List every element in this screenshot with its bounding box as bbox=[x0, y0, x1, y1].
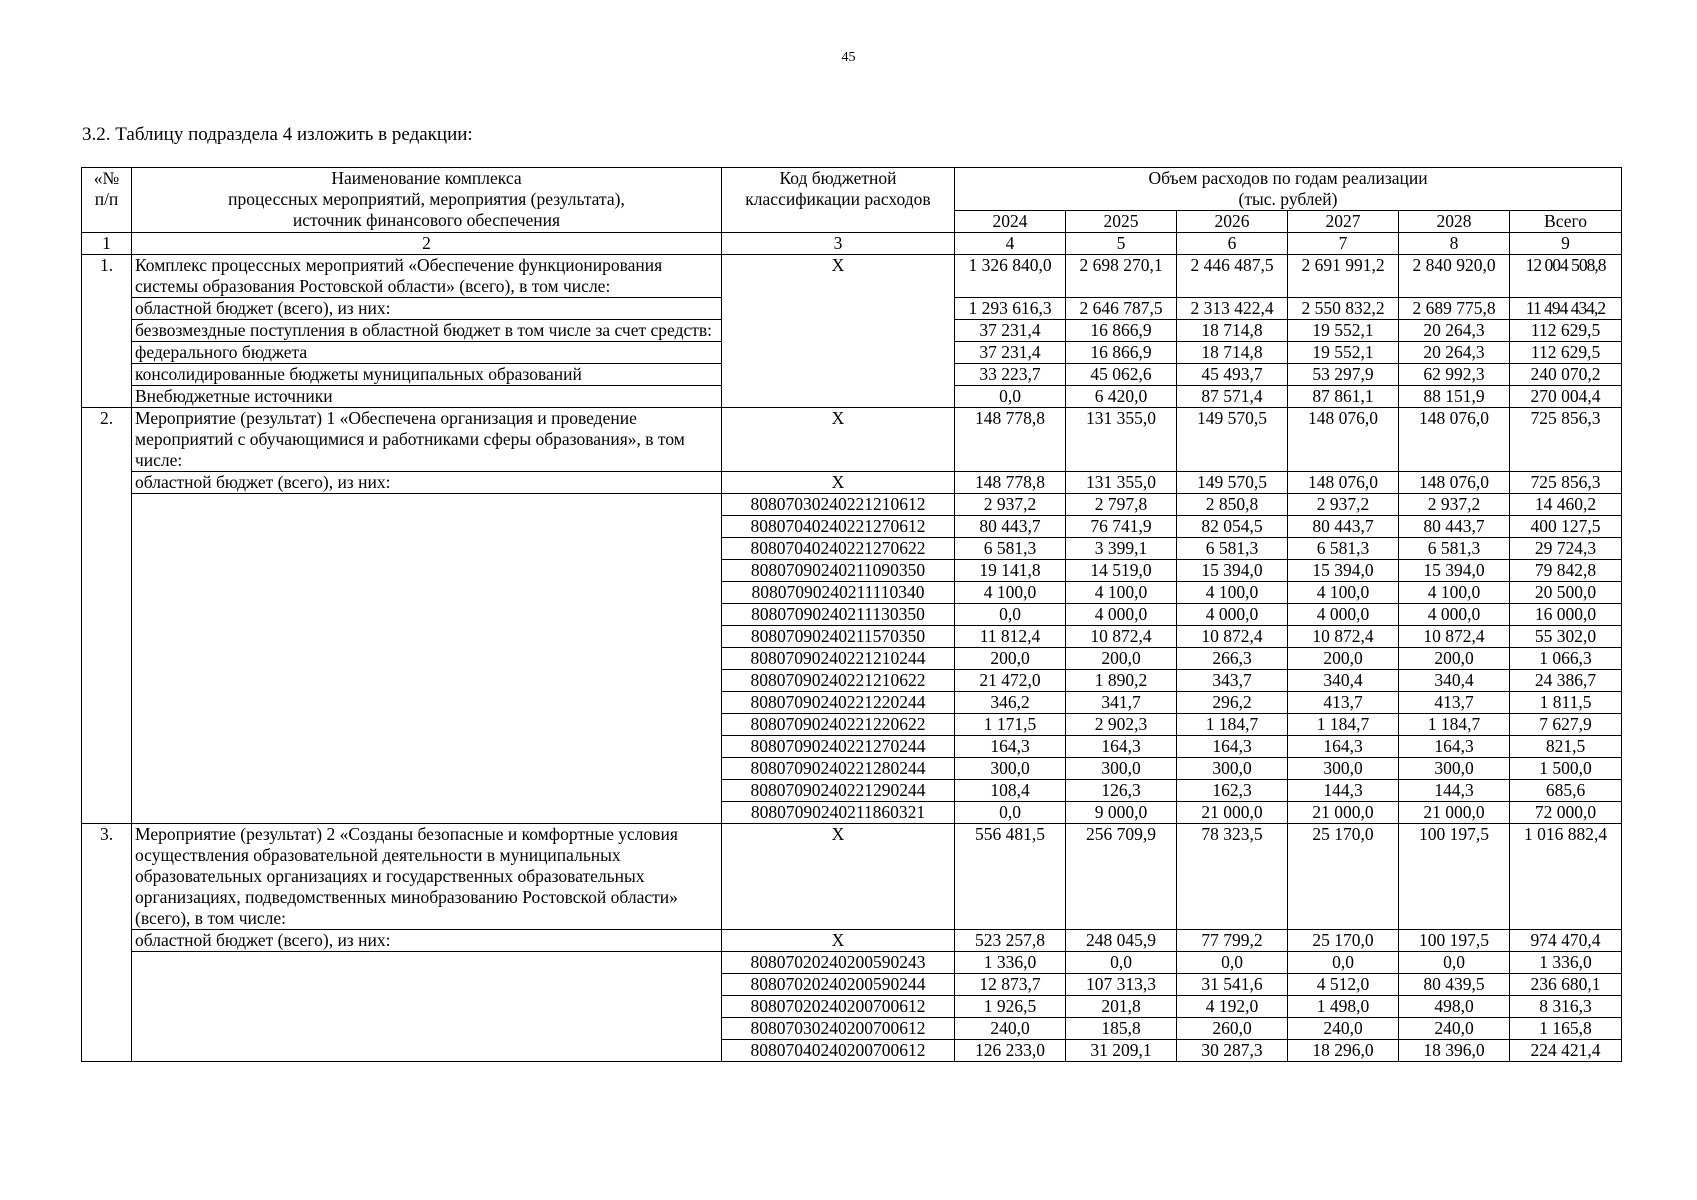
row-year-value: 200,0 bbox=[955, 648, 1066, 670]
row-year-value: 164,3 bbox=[1177, 736, 1288, 758]
row-year-value: 31 209,1 bbox=[1066, 1040, 1177, 1062]
row-year-value: 100 197,5 bbox=[1399, 824, 1510, 930]
row-total-value: 725 856,3 bbox=[1510, 408, 1622, 472]
row-year-value: 2 313 422,4 bbox=[1177, 298, 1288, 320]
row-name: Мероприятие (результат) 1 «Обеспечена организация и проведение мероприятий с обучающимися и работниками сферы образования», в том числе: bbox=[132, 408, 722, 472]
row-year-value: 2 689 775,8 bbox=[1399, 298, 1510, 320]
page-number: 45 bbox=[841, 50, 856, 65]
row-year-value: 149 570,5 bbox=[1177, 472, 1288, 494]
row-year-value: 4 000,0 bbox=[1177, 604, 1288, 626]
row-year-value: 21 000,0 bbox=[1288, 802, 1399, 824]
row-total-value: 20 500,0 bbox=[1510, 582, 1622, 604]
row-budget-code: 80807090240211090350 bbox=[722, 560, 955, 582]
row-year-value: 37 231,4 bbox=[955, 320, 1066, 342]
row-year-value: 164,3 bbox=[955, 736, 1066, 758]
header-year: 2027 bbox=[1288, 211, 1399, 233]
row-year-value: 4 100,0 bbox=[1399, 582, 1510, 604]
row-year-value: 556 481,5 bbox=[955, 824, 1066, 930]
row-year-value: 0,0 bbox=[1288, 952, 1399, 974]
row-year-value: 62 992,3 bbox=[1399, 364, 1510, 386]
row-year-value: 164,3 bbox=[1399, 736, 1510, 758]
row-name: областной бюджет (всего), из них: bbox=[132, 298, 722, 320]
row-total-value: 12 004 508,8 bbox=[1510, 255, 1622, 298]
header-index: 2 bbox=[132, 233, 722, 255]
row-name: безвозмездные поступления в областной бюджет в том числе за счет средств: bbox=[132, 320, 722, 342]
table-row bbox=[82, 930, 1622, 952]
row-year-value: 2 937,2 bbox=[955, 494, 1066, 516]
row-total-value: 79 842,8 bbox=[1510, 560, 1622, 582]
header-volume-unit: (тыс. рублей) bbox=[955, 189, 1622, 211]
row-total-value: 8 316,3 bbox=[1510, 996, 1622, 1018]
row-year-value: 498,0 bbox=[1399, 996, 1510, 1018]
row-year-value: 25 170,0 bbox=[1288, 824, 1399, 930]
header-index: 1 bbox=[82, 233, 132, 255]
row-total-value: 7 627,9 bbox=[1510, 714, 1622, 736]
row-year-value: 256 709,9 bbox=[1066, 824, 1177, 930]
row-year-value: 343,7 bbox=[1177, 670, 1288, 692]
row-year-value: 340,4 bbox=[1399, 670, 1510, 692]
row-year-value: 2 850,8 bbox=[1177, 494, 1288, 516]
row-budget-code: Х bbox=[722, 408, 955, 472]
row-year-value: 240,0 bbox=[955, 1018, 1066, 1040]
row-budget-code: 80807090240221210244 bbox=[722, 648, 955, 670]
row-year-value: 300,0 bbox=[1177, 758, 1288, 780]
row-year-value: 78 323,5 bbox=[1177, 824, 1288, 930]
row-year-value: 21 000,0 bbox=[1399, 802, 1510, 824]
row-total-value: 236 680,1 bbox=[1510, 974, 1622, 996]
header-total: Всего bbox=[1510, 211, 1622, 233]
row-year-value: 2 446 487,5 bbox=[1177, 255, 1288, 298]
row-total-value: 29 724,3 bbox=[1510, 538, 1622, 560]
row-total-value: 821,5 bbox=[1510, 736, 1622, 758]
header-index: 9 bbox=[1510, 233, 1622, 255]
row-year-value: 37 231,4 bbox=[955, 342, 1066, 364]
row-year-value: 131 355,0 bbox=[1066, 408, 1177, 472]
row-year-value: 14 519,0 bbox=[1066, 560, 1177, 582]
row-year-value: 6 581,3 bbox=[1399, 538, 1510, 560]
row-budget-code: 80807090240211110340 bbox=[722, 582, 955, 604]
row-year-value: 200,0 bbox=[1399, 648, 1510, 670]
header-index: 3 bbox=[722, 233, 955, 255]
row-total-value: 685,6 bbox=[1510, 780, 1622, 802]
row-total-value: 224 421,4 bbox=[1510, 1040, 1622, 1062]
row-year-value: 1 498,0 bbox=[1288, 996, 1399, 1018]
row-year-value: 2 902,3 bbox=[1066, 714, 1177, 736]
row-year-value: 80 443,7 bbox=[1399, 516, 1510, 538]
row-year-value: 4 000,0 bbox=[1288, 604, 1399, 626]
row-name: Комплекс процессных мероприятий «Обеспечение функционирования системы образования Ростовской области» (всего), в том числе: bbox=[132, 255, 722, 298]
row-year-value: 4 100,0 bbox=[1177, 582, 1288, 604]
row-name: областной бюджет (всего), из них: bbox=[132, 930, 722, 952]
row-year-value: 4 512,0 bbox=[1288, 974, 1399, 996]
row-budget-code: 80807090240211570350 bbox=[722, 626, 955, 648]
row-year-value: 10 872,4 bbox=[1066, 626, 1177, 648]
row-budget-code: 80807090240221210622 bbox=[722, 670, 955, 692]
row-year-value: 523 257,8 bbox=[955, 930, 1066, 952]
row-year-value: 19 141,8 bbox=[955, 560, 1066, 582]
row-year-value: 107 313,3 bbox=[1066, 974, 1177, 996]
row-total-value: 112 629,5 bbox=[1510, 342, 1622, 364]
row-budget-code: 80807020240200700612 bbox=[722, 996, 955, 1018]
row-year-value: 15 394,0 bbox=[1177, 560, 1288, 582]
row-year-value: 185,8 bbox=[1066, 1018, 1177, 1040]
row-year-value: 45 062,6 bbox=[1066, 364, 1177, 386]
header-col-name: Наименование комплекса процессных мероприятий, мероприятия (результата), источник финансового обеспечения bbox=[132, 168, 722, 233]
table-row bbox=[82, 952, 1622, 974]
row-budget-code: 80807040240200700612 bbox=[722, 1040, 955, 1062]
row-budget-code: 80807090240221280244 bbox=[722, 758, 955, 780]
row-name: Мероприятие (результат) 2 «Созданы безопасные и комфортные условия осуществления образовательной деятельности в муниципальных образовательных организациях и государственных образовательных организациях, подведомственных минобразованию Ростовской области» (всего), в том числе: bbox=[132, 824, 722, 930]
row-budget-code: Х bbox=[722, 930, 955, 952]
row-year-value: 1 336,0 bbox=[955, 952, 1066, 974]
row-year-value: 80 439,5 bbox=[1399, 974, 1510, 996]
row-budget-code: 80807040240221270622 bbox=[722, 538, 955, 560]
row-year-value: 25 170,0 bbox=[1288, 930, 1399, 952]
row-year-value: 82 054,5 bbox=[1177, 516, 1288, 538]
row-year-value: 1 926,5 bbox=[955, 996, 1066, 1018]
row-name: федерального бюджета bbox=[132, 342, 722, 364]
header-row-1 bbox=[82, 168, 1622, 190]
row-year-value: 1 171,5 bbox=[955, 714, 1066, 736]
row-year-value: 100 197,5 bbox=[1399, 930, 1510, 952]
row-total-value: 240 070,2 bbox=[1510, 364, 1622, 386]
row-year-value: 2 937,2 bbox=[1399, 494, 1510, 516]
row-year-value: 164,3 bbox=[1288, 736, 1399, 758]
row-year-value: 413,7 bbox=[1288, 692, 1399, 714]
row-total-value: 725 856,3 bbox=[1510, 472, 1622, 494]
row-year-value: 2 840 920,0 bbox=[1399, 255, 1510, 298]
row-name: областной бюджет (всего), из них: bbox=[132, 472, 722, 494]
row-year-value: 0,0 bbox=[1066, 952, 1177, 974]
row-year-value: 88 151,9 bbox=[1399, 386, 1510, 408]
row-year-value: 341,7 bbox=[1066, 692, 1177, 714]
header-col-code: Код бюджетной классификации расходов bbox=[722, 168, 955, 233]
row-year-value: 266,3 bbox=[1177, 648, 1288, 670]
row-year-value: 53 297,9 bbox=[1288, 364, 1399, 386]
row-total-value: 16 000,0 bbox=[1510, 604, 1622, 626]
row-total-value: 1 016 882,4 bbox=[1510, 824, 1622, 930]
row-number: 3. bbox=[82, 824, 132, 1062]
row-budget-code: 80807090240221220622 bbox=[722, 714, 955, 736]
row-year-value: 21 000,0 bbox=[1177, 802, 1288, 824]
row-budget-code: Х bbox=[722, 255, 955, 408]
row-total-value: 55 302,0 bbox=[1510, 626, 1622, 648]
row-year-value: 248 045,9 bbox=[1066, 930, 1177, 952]
row-year-value: 15 394,0 bbox=[1399, 560, 1510, 582]
row-year-value: 19 552,1 bbox=[1288, 342, 1399, 364]
row-year-value: 240,0 bbox=[1399, 1018, 1510, 1040]
table-row bbox=[82, 472, 1622, 494]
row-total-value: 1 066,3 bbox=[1510, 648, 1622, 670]
row-budget-code: 80807020240200590243 bbox=[722, 952, 955, 974]
row-year-value: 4 100,0 bbox=[955, 582, 1066, 604]
row-year-value: 340,4 bbox=[1288, 670, 1399, 692]
row-year-value: 0,0 bbox=[955, 802, 1066, 824]
row-name bbox=[132, 952, 722, 1062]
row-year-value: 4 000,0 bbox=[1399, 604, 1510, 626]
row-year-value: 144,3 bbox=[1288, 780, 1399, 802]
row-year-value: 45 493,7 bbox=[1177, 364, 1288, 386]
row-year-value: 413,7 bbox=[1399, 692, 1510, 714]
row-year-value: 18 396,0 bbox=[1399, 1040, 1510, 1062]
row-year-value: 149 570,5 bbox=[1177, 408, 1288, 472]
table-row bbox=[82, 494, 1622, 516]
row-year-value: 0,0 bbox=[955, 604, 1066, 626]
row-year-value: 11 812,4 bbox=[955, 626, 1066, 648]
row-year-value: 16 866,9 bbox=[1066, 342, 1177, 364]
row-year-value: 300,0 bbox=[955, 758, 1066, 780]
row-year-value: 144,3 bbox=[1399, 780, 1510, 802]
row-year-value: 6 420,0 bbox=[1066, 386, 1177, 408]
row-year-value: 1 184,7 bbox=[1177, 714, 1288, 736]
header-index: 7 bbox=[1288, 233, 1399, 255]
row-year-value: 18 714,8 bbox=[1177, 320, 1288, 342]
row-name: консолидированные бюджеты муниципальных образований bbox=[132, 364, 722, 386]
row-year-value: 2 797,8 bbox=[1066, 494, 1177, 516]
row-budget-code: 80807090240211860321 bbox=[722, 802, 955, 824]
row-budget-code: Х bbox=[722, 824, 955, 930]
row-total-value: 11 494 434,2 bbox=[1510, 298, 1622, 320]
row-year-value: 20 264,3 bbox=[1399, 320, 1510, 342]
row-year-value: 18 714,8 bbox=[1177, 342, 1288, 364]
row-budget-code: 80807020240200590244 bbox=[722, 974, 955, 996]
header-index: 8 bbox=[1399, 233, 1510, 255]
row-year-value: 18 296,0 bbox=[1288, 1040, 1399, 1062]
row-budget-code: 80807090240221220244 bbox=[722, 692, 955, 714]
row-year-value: 2 550 832,2 bbox=[1288, 298, 1399, 320]
row-year-value: 300,0 bbox=[1066, 758, 1177, 780]
row-year-value: 6 581,3 bbox=[1288, 538, 1399, 560]
row-year-value: 6 581,3 bbox=[955, 538, 1066, 560]
row-year-value: 0,0 bbox=[1399, 952, 1510, 974]
row-number: 1. bbox=[82, 255, 132, 408]
row-year-value: 148 076,0 bbox=[1399, 408, 1510, 472]
row-budget-code: 80807090240211130350 bbox=[722, 604, 955, 626]
row-year-value: 2 937,2 bbox=[1288, 494, 1399, 516]
row-year-value: 87 861,1 bbox=[1288, 386, 1399, 408]
header-year: 2026 bbox=[1177, 211, 1288, 233]
row-year-value: 0,0 bbox=[955, 386, 1066, 408]
row-total-value: 112 629,5 bbox=[1510, 320, 1622, 342]
row-total-value: 1 336,0 bbox=[1510, 952, 1622, 974]
row-total-value: 24 386,7 bbox=[1510, 670, 1622, 692]
row-year-value: 21 472,0 bbox=[955, 670, 1066, 692]
row-year-value: 162,3 bbox=[1177, 780, 1288, 802]
header-col-num: «№ п/п bbox=[82, 168, 132, 233]
row-year-value: 300,0 bbox=[1288, 758, 1399, 780]
row-year-value: 2 646 787,5 bbox=[1066, 298, 1177, 320]
header-year: 2028 bbox=[1399, 211, 1510, 233]
row-total-value: 400 127,5 bbox=[1510, 516, 1622, 538]
row-year-value: 1 184,7 bbox=[1399, 714, 1510, 736]
row-year-value: 15 394,0 bbox=[1288, 560, 1399, 582]
row-year-value: 4 000,0 bbox=[1066, 604, 1177, 626]
row-year-value: 240,0 bbox=[1288, 1018, 1399, 1040]
row-year-value: 80 443,7 bbox=[955, 516, 1066, 538]
row-budget-code: 80807090240221290244 bbox=[722, 780, 955, 802]
row-total-value: 1 165,8 bbox=[1510, 1018, 1622, 1040]
row-year-value: 2 698 270,1 bbox=[1066, 255, 1177, 298]
header-index: 6 bbox=[1177, 233, 1288, 255]
row-year-value: 9 000,0 bbox=[1066, 802, 1177, 824]
row-year-value: 2 691 991,2 bbox=[1288, 255, 1399, 298]
row-year-value: 148 076,0 bbox=[1288, 472, 1399, 494]
row-name: Внебюджетные источники bbox=[132, 386, 722, 408]
row-name bbox=[132, 494, 722, 824]
row-year-value: 87 571,4 bbox=[1177, 386, 1288, 408]
row-year-value: 126,3 bbox=[1066, 780, 1177, 802]
row-budget-code: 80807090240221270244 bbox=[722, 736, 955, 758]
row-year-value: 10 872,4 bbox=[1288, 626, 1399, 648]
header-volume: Объем расходов по годам реализации bbox=[955, 168, 1622, 190]
row-year-value: 20 264,3 bbox=[1399, 342, 1510, 364]
budget-table bbox=[81, 167, 1622, 1062]
header-index: 4 bbox=[955, 233, 1066, 255]
row-budget-code: 80807040240221270612 bbox=[722, 516, 955, 538]
row-year-value: 4 100,0 bbox=[1288, 582, 1399, 604]
row-number: 2. bbox=[82, 408, 132, 824]
row-year-value: 33 223,7 bbox=[955, 364, 1066, 386]
row-year-value: 131 355,0 bbox=[1066, 472, 1177, 494]
row-total-value: 1 500,0 bbox=[1510, 758, 1622, 780]
row-year-value: 6 581,3 bbox=[1177, 538, 1288, 560]
row-year-value: 31 541,6 bbox=[1177, 974, 1288, 996]
row-total-value: 72 000,0 bbox=[1510, 802, 1622, 824]
row-year-value: 126 233,0 bbox=[955, 1040, 1066, 1062]
row-year-value: 4 100,0 bbox=[1066, 582, 1177, 604]
row-budget-code: 80807030240200700612 bbox=[722, 1018, 955, 1040]
row-year-value: 10 872,4 bbox=[1177, 626, 1288, 648]
row-year-value: 260,0 bbox=[1177, 1018, 1288, 1040]
header-year: 2024 bbox=[955, 211, 1066, 233]
row-year-value: 1 890,2 bbox=[1066, 670, 1177, 692]
row-budget-code: 80807030240221210612 bbox=[722, 494, 955, 516]
row-total-value: 1 811,5 bbox=[1510, 692, 1622, 714]
row-year-value: 200,0 bbox=[1288, 648, 1399, 670]
row-year-value: 30 287,3 bbox=[1177, 1040, 1288, 1062]
row-year-value: 346,2 bbox=[955, 692, 1066, 714]
row-total-value: 270 004,4 bbox=[1510, 386, 1622, 408]
row-budget-code: Х bbox=[722, 472, 955, 494]
row-year-value: 148 778,8 bbox=[955, 472, 1066, 494]
row-year-value: 148 076,0 bbox=[1288, 408, 1399, 472]
row-year-value: 76 741,9 bbox=[1066, 516, 1177, 538]
row-year-value: 16 866,9 bbox=[1066, 320, 1177, 342]
row-year-value: 19 552,1 bbox=[1288, 320, 1399, 342]
table-row bbox=[82, 408, 1622, 472]
row-year-value: 108,4 bbox=[955, 780, 1066, 802]
header-index: 5 bbox=[1066, 233, 1177, 255]
row-year-value: 296,2 bbox=[1177, 692, 1288, 714]
row-year-value: 77 799,2 bbox=[1177, 930, 1288, 952]
row-year-value: 300,0 bbox=[1399, 758, 1510, 780]
header-year: 2025 bbox=[1066, 211, 1177, 233]
row-year-value: 148 778,8 bbox=[955, 408, 1066, 472]
header-index-row bbox=[82, 233, 1622, 255]
row-total-value: 14 460,2 bbox=[1510, 494, 1622, 516]
row-year-value: 1 326 840,0 bbox=[955, 255, 1066, 298]
row-year-value: 148 076,0 bbox=[1399, 472, 1510, 494]
table-body bbox=[82, 255, 1622, 1062]
intro-text: 3.2. Таблицу подраздела 4 изложить в редакции: bbox=[82, 124, 473, 145]
row-year-value: 200,0 bbox=[1066, 648, 1177, 670]
row-year-value: 164,3 bbox=[1066, 736, 1177, 758]
row-total-value: 974 470,4 bbox=[1510, 930, 1622, 952]
row-year-value: 10 872,4 bbox=[1399, 626, 1510, 648]
row-year-value: 0,0 bbox=[1177, 952, 1288, 974]
row-year-value: 201,8 bbox=[1066, 996, 1177, 1018]
table-row bbox=[82, 824, 1622, 930]
table-row bbox=[82, 255, 1622, 298]
row-year-value: 4 192,0 bbox=[1177, 996, 1288, 1018]
row-year-value: 3 399,1 bbox=[1066, 538, 1177, 560]
row-year-value: 80 443,7 bbox=[1288, 516, 1399, 538]
row-year-value: 12 873,7 bbox=[955, 974, 1066, 996]
row-year-value: 1 293 616,3 bbox=[955, 298, 1066, 320]
row-year-value: 1 184,7 bbox=[1288, 714, 1399, 736]
